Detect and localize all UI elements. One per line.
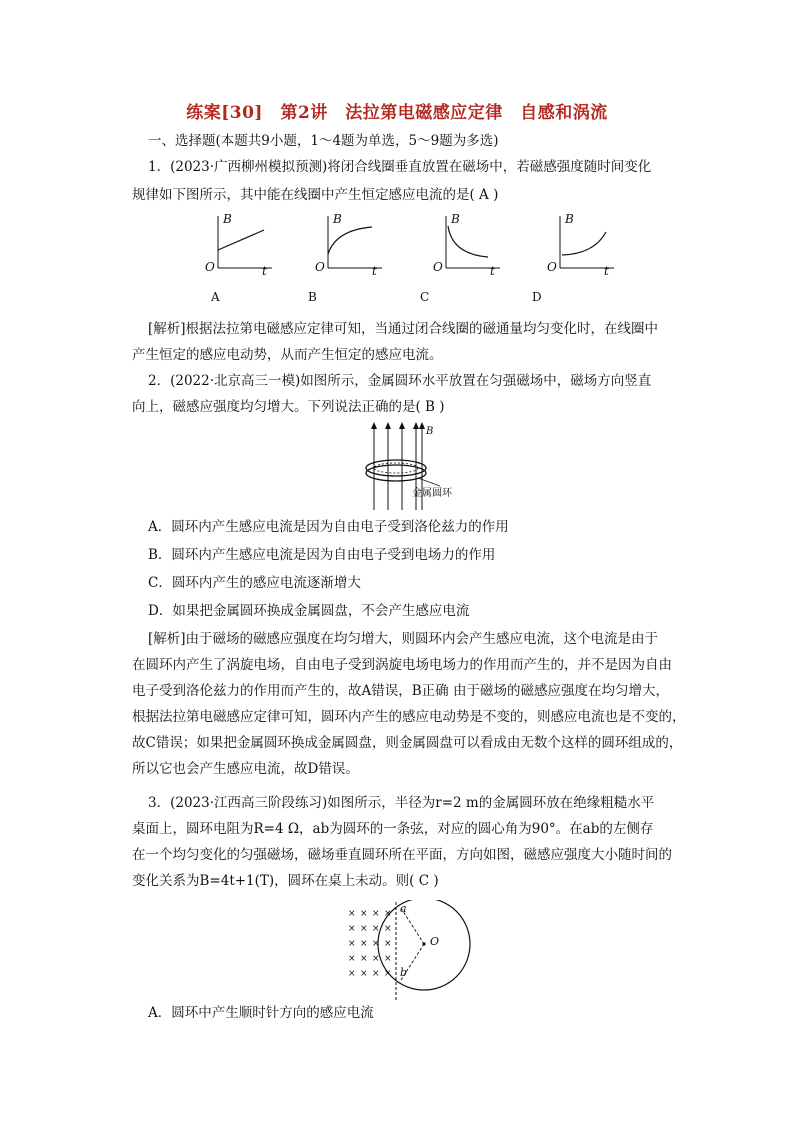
svg-text:×: × [384,954,392,964]
q2-option-a: A．圆环内产生感应电流是因为自由电子受到洛伦兹力的作用 [148,519,509,535]
q2-option-c: C．圆环内产生的感应电流逐渐增大 [148,575,361,591]
svg-text:×: × [384,969,392,979]
graph-b-xlabel: t [372,264,377,278]
q3-stem-line2: 桌面上，圆环电阻为R=4 Ω，ab为圆环的一条弦，对应的圆心角为90°。在ab的左侧存 [132,821,654,837]
q1-stem-line2: 规律如下图所示，其中能在线圈中产生恒定感应电流的是( A ) [132,187,499,203]
svg-text:×: × [360,924,368,934]
graph-b-label: B [308,290,317,304]
svg-text:×: × [348,909,356,919]
q2-ring-figure [0,420,794,516]
q2-analysis-line6: 所以它也会产生感应电流，故D错误。 [132,761,359,777]
q2-option-b: B．圆环内产生感应电流是因为自由电子受到电场力的作用 [148,547,496,563]
graph-a-xlabel: t [262,264,267,278]
q2-stem-line1: 2．(2022·北京高三一模)如图所示，金属圆环水平放置在匀强磁场中，磁场方向竖直 [148,373,652,389]
svg-text:×: × [372,924,380,934]
q2-stem-line2: 向上，磁感应强度均匀增大。下列说法正确的是( B ) [132,399,445,415]
svg-text:×: × [360,939,368,949]
q2-analysis-line2: 在圆环内产生了涡旋电场，自由电子受到涡旋电场电场力的作用而产生的，并不是因为自由 [132,657,672,673]
svg-text:×: × [348,924,356,934]
q3-stem-line3: 在一个均匀变化的匀强磁场，磁场垂直圆环所在平面，方向如图，磁感应强度大小随时间的 [132,847,672,863]
q2-analysis-line1: [解析]由于磁场的磁感应强度在均匀增大，则圆环内会产生感应电流，这个电流是由于 [148,631,659,647]
q2-fig-ring-label: 金属圆环 [412,488,452,499]
q3-fig-a: a [400,902,407,915]
q1-graphs [0,210,794,290]
svg-text:×: × [372,954,380,964]
q2-analysis-line3: 电子受到洛伦兹力的作用而产生的，故A错误，B正确 由于磁场的磁感应强度在均匀增大， [132,683,669,699]
graph-c-origin: O [433,260,443,274]
svg-text:×: × [360,969,368,979]
svg-text:×: × [384,924,392,934]
svg-text:×: × [372,939,380,949]
svg-text:×: × [348,969,356,979]
graph-c-label: C [420,290,430,304]
q2-option-d: D．如果把金属圆环换成金属圆盘，不会产生感应电流 [148,603,470,619]
graph-c-xlabel: t [490,264,495,278]
svg-text:×: × [372,969,380,979]
q2-analysis-line4: 根据法拉第电磁感应定律可知，圆环内产生的感应电动势是不变的，则感应电流也是不变的， [132,709,686,725]
q3-option-a: A．圆环中产生顺时针方向的感应电流 [148,1005,374,1021]
q3-figure [0,900,794,1004]
svg-text:×: × [384,939,392,949]
graph-d-label: D [532,290,542,304]
graph-d-origin: O [547,260,557,274]
graph-b-origin: O [315,260,325,274]
svg-text:×: × [372,909,380,919]
graph-a-ylabel: B [223,212,232,226]
graph-d-ylabel: B [565,212,574,226]
graph-b-ylabel: B [333,212,342,226]
q3-stem-line1: 3．(2023·江西高三阶段练习)如图所示，半径为r=2 m的金属圆环放在绝缘粗糙水平 [148,795,655,811]
svg-text:×: × [360,954,368,964]
svg-text:×: × [360,909,368,919]
q1-analysis-line2: 产生恒定的感应电动势，从而产生恒定的感应电流。 [132,347,443,363]
page-title: 练案[30] 第2讲 法拉第电磁感应定律 自感和涡流 [186,103,608,123]
section-heading: 一、选择题(本题共9小题，1～4题为单选，5～9题为多选) [148,133,499,149]
q1-analysis-line1: [解析]根据法拉第电磁感应定律可知，当通过闭合线圈的磁通量均匀变化时，在线圈中 [148,321,659,337]
graph-d-xlabel: t [604,264,609,278]
graph-a-origin: O [205,260,215,274]
q3-fig-o: O [430,935,440,948]
svg-text:×: × [348,954,356,964]
q1-stem-line1: 1．(2023·广西柳州模拟预测)将闭合线圈垂直放置在磁场中，若磁感强度随时间变化 [148,159,652,175]
graph-c-ylabel: B [451,212,460,226]
svg-text:×: × [348,939,356,949]
graph-a-label: A [211,290,220,304]
q3-fig-b: b [400,966,408,979]
svg-text:×: × [384,909,392,919]
q2-analysis-line5: 故C错误；如果把金属圆环换成金属圆盘，则金属圆盘可以看成由无数个这样的圆环组成的， [132,735,683,751]
q3-stem-line4: 变化关系为B=4t+1(T)，圆环在桌上未动。则( C ) [132,873,439,889]
q2-fig-b-label: B [426,426,434,437]
